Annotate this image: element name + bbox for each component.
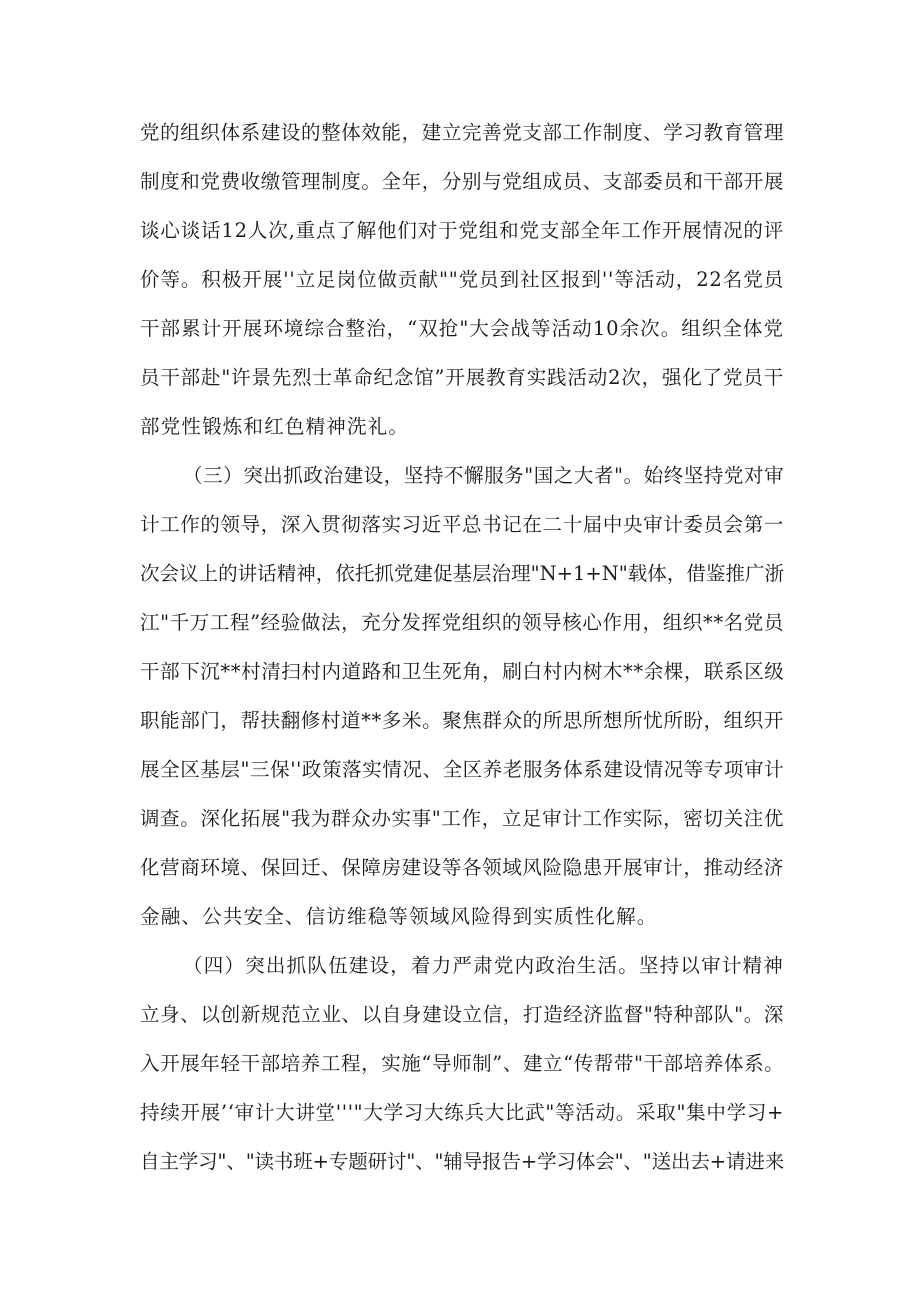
text-line: 入开展年轻干部培养工程，实施“导师制”、建立“传帮带"干部培养体系。 — [140, 1052, 785, 1075]
text-line: 制度和党费收缴管理制度。全年，分别与党组成员、支部委员和干部开展 — [140, 170, 784, 193]
text-line: 干部下沉**村清扫村内道路和卫生死角，刷白村内树木**余棵，联系区级 — [140, 660, 785, 683]
text-line: 展全区基层"三保''政策落实情况、全区养老服务体系建设情况等专项审计 — [140, 758, 784, 781]
section-heading-line: （四）突出抓队伍建设，着力严肃党内政治生活。坚持以审计精神 — [183, 954, 784, 977]
text-line: 价等。积极开展''立足岗位做贡献""党员到社区报到''等活动，22名党员 — [140, 268, 784, 291]
text-line: 部党性锻炼和红色精神洗礼。 — [140, 415, 410, 438]
text-line: 调查。深化拓展"我为群众办实事"工作，立足审计工作实际，密切关注优 — [140, 807, 784, 830]
text-line: 化营商环境、保回迁、保障房建设等各领域风险隐患开展审计，推动经济 — [140, 856, 784, 879]
text-line: 党的组织体系建设的整体效能，建立完善党支部工作制度、学习教育管理 — [140, 121, 784, 144]
text-line: 持续开展’‘审计大讲堂'''"大学习大练兵大比武"等活动。采取"集中学习+ — [140, 1101, 784, 1124]
text-line: 员干部赴"许景先烈士革命纪念馆”开展教育实践活动2次，强化了党员干 — [140, 366, 784, 389]
text-line: 计工作的领导，深入贯彻落实习近平总书记在二十届中央审计委员会第一 — [140, 513, 784, 536]
text-line: 干部累计开展环境综合整治，“双抢"大会战等活动10余次。组织全体党 — [140, 317, 784, 340]
text-line: 金融、公共安全、信访维稳等领域风险得到实质性化解。 — [140, 905, 658, 928]
text-line: 江"千万工程”经验做法，充分发挥党组织的领导核心作用，组织**名党员 — [140, 611, 784, 634]
text-line: 立身、以创新规范立业、以自身建设立信，打造经济监督"特种部队"。深 — [140, 1003, 784, 1026]
text-line: 自主学习"、"读书班+专题研讨"、"辅导报告+学习体会"、"送出去+请进来 — [140, 1150, 784, 1173]
text-line: 职能部门，帮扶翻修村道**多米。聚焦群众的所思所想所忧所盼，组织开 — [140, 709, 784, 732]
text-line: 谈心谈话12人次,重点了解他们对于党组和党支部全年工作开展情况的评 — [140, 219, 784, 242]
text-line: 次会议上的讲话精神，依托抓党建促基层治理"N+1+N"载体，借鉴推广浙 — [140, 562, 784, 585]
section-heading-line: （三）突出抓政治建设，坚持不懈服务"国之大者"。始终坚持党对审 — [183, 464, 784, 487]
